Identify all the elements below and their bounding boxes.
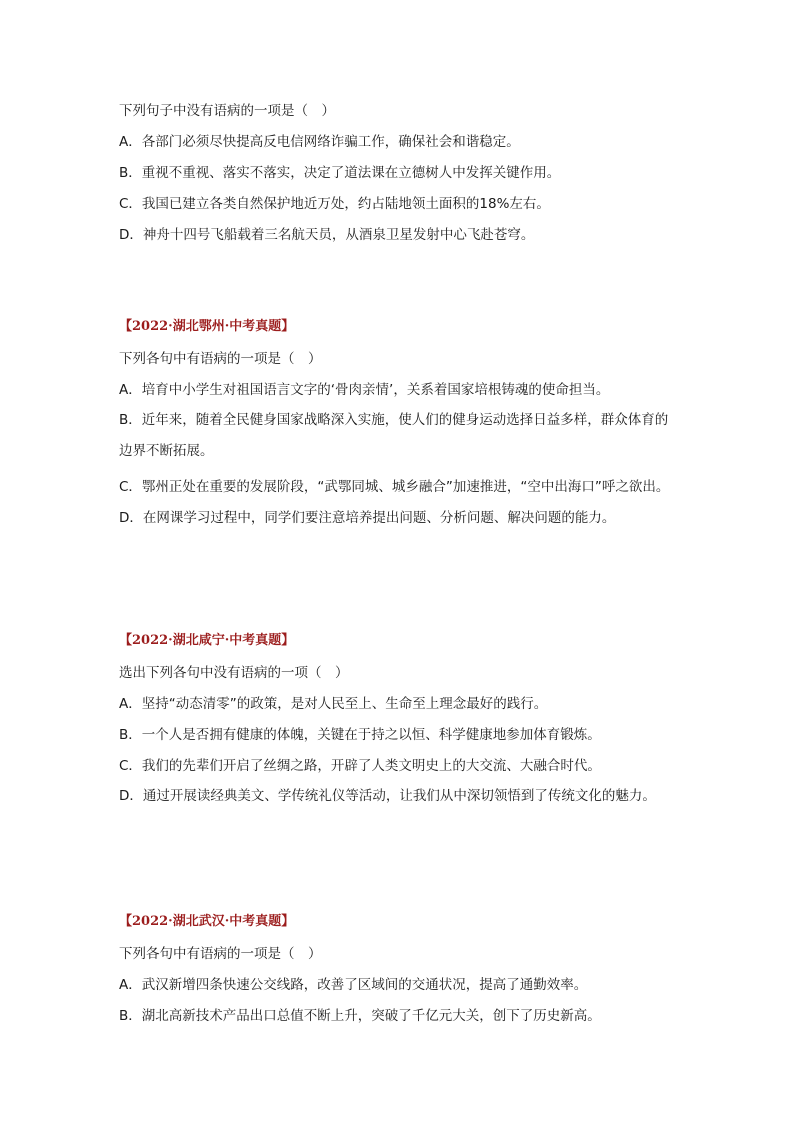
- question-stem: 下列各句中有语病的一项是（ ）: [119, 351, 322, 367]
- question-3: [119, 631, 679, 812]
- option-a: A．武汉新增四条快速公交线路，改善了区域间的交通状况，提高了通勤效率。: [119, 977, 588, 993]
- option-d: D．通过开展读经典美文、学传统礼仪等活动，让我们从中深切领悟到了传统文化的魅力。: [119, 788, 656, 804]
- question-stem: 选出下列各句中没有语病的一项（ ）: [119, 665, 349, 681]
- option-b: B．湖北高新技术产品出口总值不断上升，突破了千亿元大关，创下了历史新高。: [119, 1008, 601, 1024]
- option-a: A．培育中小学生对祖国语言文字的‘骨肉亲情’，关系着国家培根铸魂的使命担当。: [119, 382, 610, 398]
- question-source-tag: 【2022·湖北鄂州·中考真题】: [119, 319, 295, 334]
- question-1: [119, 101, 679, 256]
- question-4: [119, 912, 679, 1037]
- option-b: B．重视不重视、落实不落实，决定了道法课在立德树人中发挥关键作用。: [119, 165, 561, 181]
- option-d: D．在网课学习过程中，同学们要注意培养提出问题、分析问题、解决问题的能力。: [119, 510, 616, 526]
- option-c: C．我们的先辈们开启了丝绸之路，开辟了人类文明史上的大交流、大融合时代。: [119, 758, 601, 774]
- option-a: A．各部门必须尽快提高反电信网络诈骗工作，确保社会和谐稳定。: [119, 134, 520, 150]
- option-a: A．坚持“动态清零”的政策，是对人民至上、生命至上理念最好的践行。: [119, 696, 548, 712]
- option-c: C．我国已建立各类自然保护地近万处，约占陆地领土面积的18%左右。: [119, 196, 550, 212]
- option-b: B．近年来，随着全民健身国家战略深入实施，使人们的健身运动选择日益多样，群众体育的边界不断拓展。: [119, 412, 669, 459]
- question-source-tag: 【2022·湖北咸宁·中考真题】: [119, 633, 295, 648]
- question-2: [119, 317, 679, 539]
- option-d: D．神舟十四号飞船载着三名航天员，从酒泉卫星发射中心飞赴苍穹。: [119, 227, 535, 243]
- question-source-tag: 【2022·湖北武汉·中考真题】: [119, 914, 295, 929]
- question-stem: 下列各句中有语病的一项是（ ）: [119, 946, 322, 962]
- option-c: C．鄂州正处在重要的发展阶段，“武鄂同城、城乡融合”加速推进，“空中出海口”呼之欲出。: [119, 479, 670, 495]
- question-stem: 下列句子中没有语病的一项是（ ）: [119, 103, 335, 119]
- option-b: B．一个人是否拥有健康的体魄，关键在于持之以恒、科学健康地参加体育锻炼。: [119, 727, 601, 743]
